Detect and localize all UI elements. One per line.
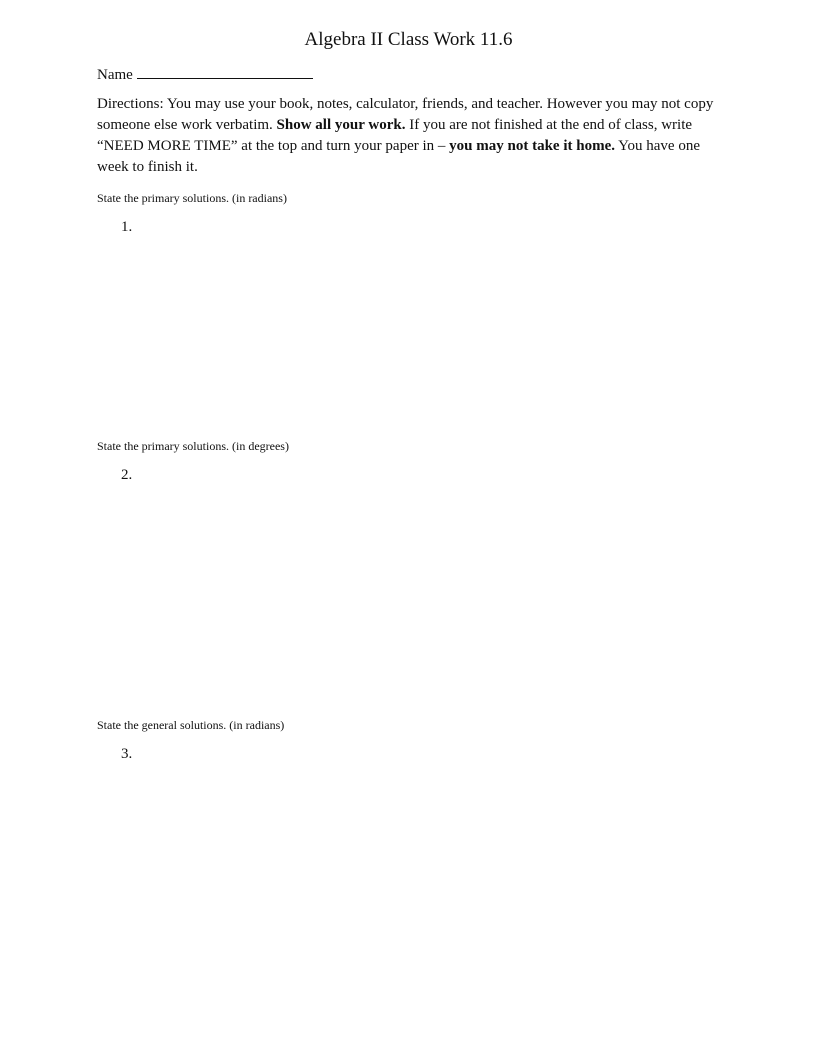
problem-number: 3. [121, 746, 133, 762]
problem-number: 1. [121, 219, 133, 235]
name-blank-line [137, 64, 313, 79]
name-label: Name [97, 67, 133, 83]
directions-bold-take-home: you may not take it home. [449, 138, 615, 154]
directions-text-3: You have one week to finish it. [97, 138, 700, 175]
directions-text-1: Directions: You may use your book, notes, calculator, friends, and teacher. However you may not copy someone else work verbatim. [97, 96, 714, 133]
section-instruction: State the primary solutions. (in degrees) [97, 439, 289, 453]
directions-text-2: If you are not finished at the end of class, write “NEED MORE TIME” at the top and turn your paper in – [97, 117, 693, 154]
section-instruction: State the general solutions. (in radians) [97, 718, 285, 732]
name-field [97, 64, 313, 84]
directions-bold-show-work: Show all your work. [276, 117, 406, 133]
directions-paragraph [97, 94, 722, 178]
problem-number: 2. [121, 467, 133, 483]
page-title: Algebra II Class Work 11.6 [304, 29, 513, 50]
section-instruction: State the primary solutions. (in radians) [97, 191, 287, 205]
